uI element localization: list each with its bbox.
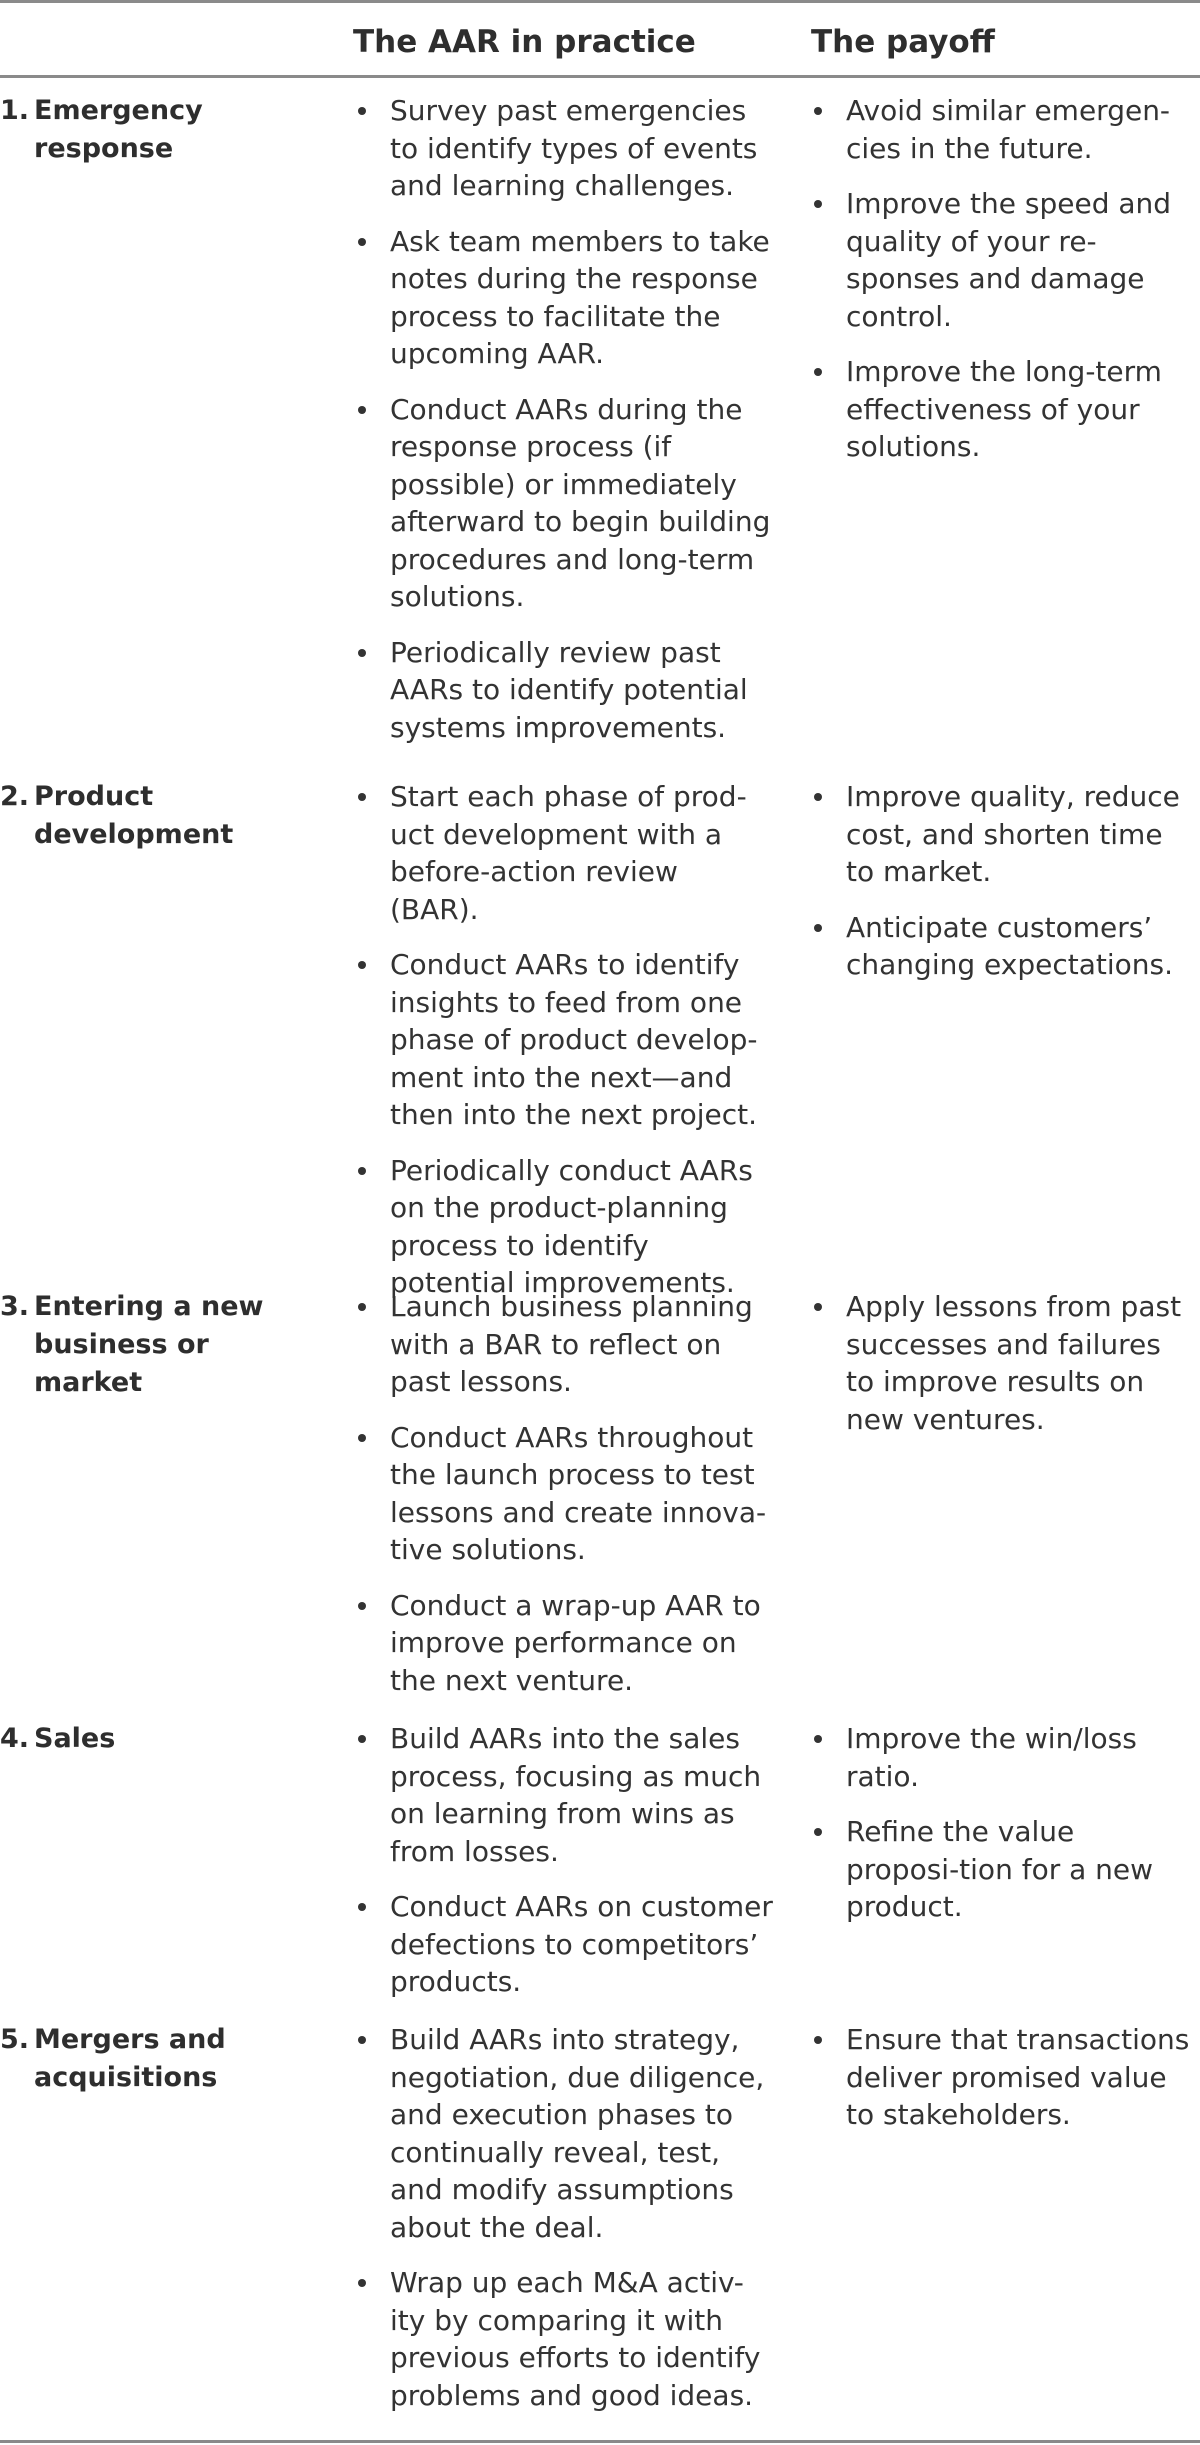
bullet-icon — [358, 1434, 366, 1442]
bullet-icon — [358, 793, 366, 801]
list-item: Improve the long-term effectiveness of your solutions. — [806, 353, 1196, 466]
row-number: 2. — [0, 781, 30, 812]
payoff-list — [806, 1288, 1196, 1456]
bullet-icon — [358, 2036, 366, 2044]
payoff-list — [806, 2021, 1196, 2152]
bullet-icon — [358, 649, 366, 657]
bullet-icon — [814, 793, 822, 801]
row-title-text: Product development — [34, 781, 234, 850]
row-title-text: Emergency response — [34, 95, 203, 164]
row-number: 4. — [0, 1723, 30, 1754]
list-item: Conduct AARs to identify insights to feed from one phase of product develop-ment into the next—and then into the next project. — [350, 946, 775, 1134]
bullet-icon — [814, 924, 822, 932]
row-title-text: Sales — [34, 1723, 116, 1754]
list-item: Conduct a wrap-up AAR to improve performance on the next venture. — [350, 1587, 775, 1700]
row-title — [0, 92, 335, 168]
bullet-icon — [358, 1735, 366, 1743]
header-rule — [0, 75, 1200, 78]
row-title-text: Mergers and acquisitions — [34, 2024, 226, 2093]
bullet-icon — [358, 1602, 366, 1610]
practice-list — [350, 1720, 775, 2019]
list-item: Start each phase of prod-uct development with a before-action review (BAR). — [350, 778, 775, 928]
practice-list — [350, 2021, 775, 2432]
row-title-text: Entering a new business or market — [34, 1291, 264, 1398]
row-title — [0, 2021, 335, 2097]
list-item: Build AARs into the sales process, focusing as much on learning from wins as from losses. — [350, 1720, 775, 1870]
bullet-icon — [814, 1828, 822, 1836]
practice-list — [350, 1288, 775, 1717]
list-item: Periodically conduct AARs on the product-planning process to identify potential improvements. — [350, 1152, 775, 1302]
bullet-icon — [358, 1303, 366, 1311]
bullet-icon — [814, 2036, 822, 2044]
row-title — [0, 778, 335, 854]
bottom-rule — [0, 2440, 1200, 2443]
row-title — [0, 1288, 335, 1402]
bullet-icon — [814, 107, 822, 115]
list-item: Avoid similar emergen-cies in the future. — [806, 92, 1196, 167]
list-item: Ensure that transactions deliver promised value to stakeholders. — [806, 2021, 1196, 2134]
list-item: Improve the win/loss ratio. — [806, 1720, 1196, 1795]
row-title — [0, 1720, 335, 1758]
bullet-icon — [358, 2279, 366, 2287]
list-item: Anticipate customers’ changing expectations. — [806, 909, 1196, 984]
practice-list — [350, 92, 775, 764]
list-item: Launch business planning with a BAR to reflect on past lessons. — [350, 1288, 775, 1401]
column-header-practice: The AAR in practice — [353, 24, 696, 60]
payoff-list — [806, 1720, 1196, 1944]
list-item: Conduct AARs during the response process (if possible) or immediately afterward to begin building procedures and long-term solutions. — [350, 391, 775, 616]
list-item: Build AARs into strategy, negotiation, due diligence, and execution phases to continually reveal, test, and modify assumptions about the deal. — [350, 2021, 775, 2246]
bullet-icon — [358, 406, 366, 414]
list-item: Conduct AARs on customer defections to competitors’ products. — [350, 1888, 775, 2001]
bullet-icon — [814, 200, 822, 208]
column-header-payoff: The payoff — [811, 24, 995, 60]
bullet-icon — [814, 1303, 822, 1311]
list-item: Conduct AARs throughout the launch process to test lessons and create innova-tive solutions. — [350, 1419, 775, 1569]
bullet-icon — [358, 238, 366, 246]
list-item: Improve quality, reduce cost, and shorten time to market. — [806, 778, 1196, 891]
list-item: Apply lessons from past successes and failures to improve results on new ventures. — [806, 1288, 1196, 1438]
payoff-list — [806, 92, 1196, 484]
list-item: Ask team members to take notes during the response process to facilitate the upcoming AAR. — [350, 223, 775, 373]
list-item: Improve the speed and quality of your re-sponses and damage control. — [806, 185, 1196, 335]
row-number: 3. — [0, 1291, 30, 1322]
list-item: Wrap up each M&A activ-ity by comparing it with previous efforts to identify problems and good ideas. — [350, 2264, 775, 2414]
bullet-icon — [358, 1903, 366, 1911]
practice-list — [350, 778, 775, 1320]
list-item: Periodically review past AARs to identify potential systems improvements. — [350, 634, 775, 747]
bullet-icon — [358, 107, 366, 115]
top-rule — [0, 0, 1200, 3]
list-item: Refine the value proposi-tion for a new product. — [806, 1813, 1196, 1926]
payoff-list — [806, 778, 1196, 1002]
bullet-icon — [358, 1167, 366, 1175]
bullet-icon — [814, 368, 822, 376]
bullet-icon — [358, 961, 366, 969]
row-number: 1. — [0, 95, 30, 126]
bullet-icon — [814, 1735, 822, 1743]
list-item: Survey past emergencies to identify types of events and learning challenges. — [350, 92, 775, 205]
row-number: 5. — [0, 2024, 30, 2055]
